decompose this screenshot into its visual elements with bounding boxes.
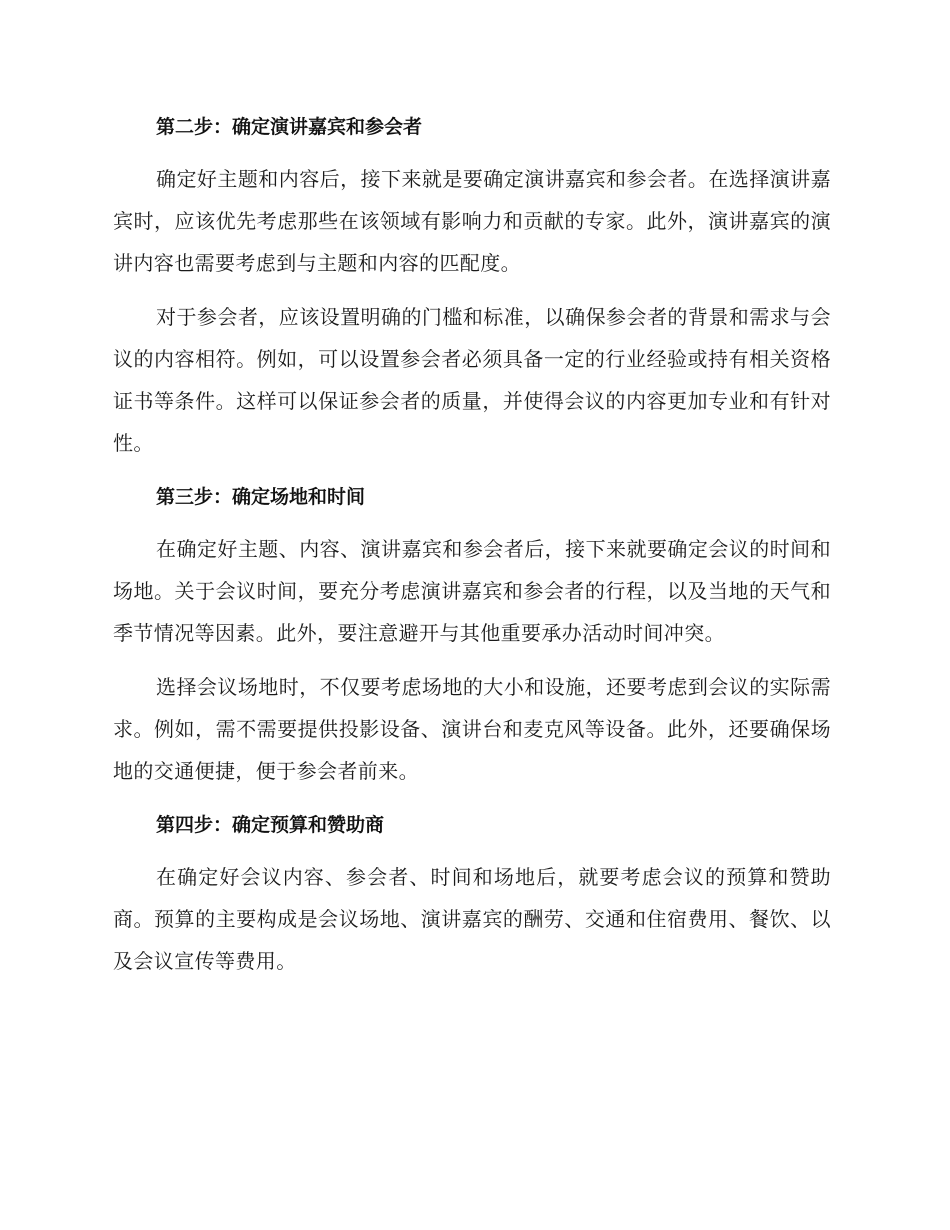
section-heading-step-4: 第四步：确定预算和赞助商 [156, 814, 385, 836]
section-heading-step-2: 第二步：确定演讲嘉宾和参会者 [156, 116, 423, 138]
paragraph: 选择会议场地时，不仅要考虑场地的大小和设施，还要考虑到会议的实际需求。例如，需不需要提供投影设备、演讲台和麦克风等设备。此外，还要确保场地的交通便捷，便于参会者前来。 [113, 675, 831, 783]
paragraph: 确定好主题和内容后，接下来就是要确定演讲嘉宾和参会者。在选择演讲嘉宾时，应该优先考虑那些在该领域有影响力和贡献的专家。此外，演讲嘉宾的演讲内容也需要考虑到与主题和内容的匹配度。 [113, 167, 831, 275]
paragraph: 在确定好会议内容、参会者、时间和场地后，就要考虑会议的预算和赞助商。预算的主要构成是会议场地、演讲嘉宾的酬劳、交通和住宿费用、餐饮、以及会议宣传等费用。 [113, 865, 831, 973]
paragraph: 对于参会者，应该设置明确的门槛和标准，以确保参会者的背景和需求与会议的内容相符。例如，可以设置参会者必须具备一定的行业经验或持有相关资格证书等条件。这样可以保证参会者的质量，并使得会议的内容更加专业和有针对性。 [113, 305, 831, 455]
document-body [113, 106, 831, 994]
paragraph: 在确定好主题、内容、演讲嘉宾和参会者后，接下来就要确定会议的时间和场地。关于会议时间，要充分考虑演讲嘉宾和参会者的行程，以及当地的天气和季节情况等因素。此外，要注意避开与其他重要承办活动时间冲突。 [113, 537, 831, 645]
section-heading-step-3: 第三步：确定场地和时间 [156, 486, 366, 508]
